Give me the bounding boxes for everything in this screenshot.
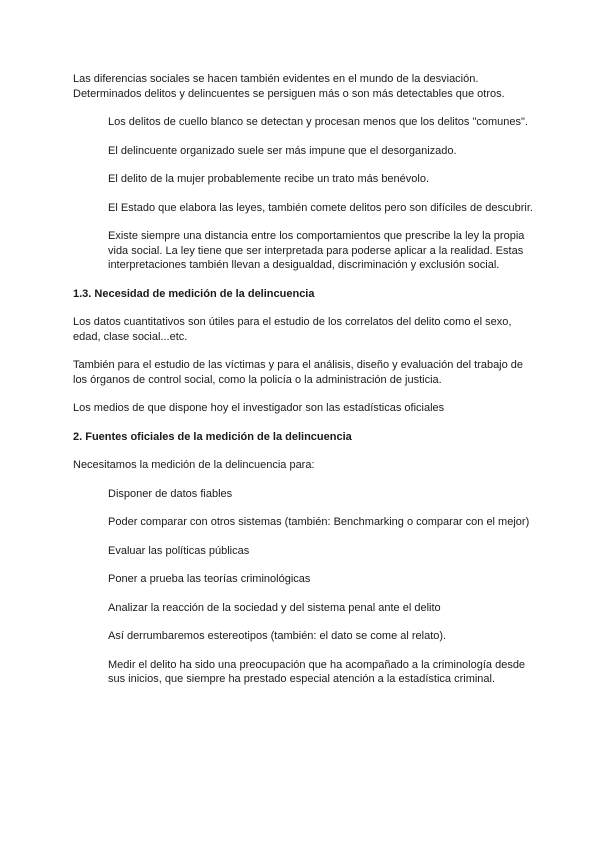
list-item: Disponer de datos fiables (108, 487, 233, 500)
example-item: El delito de la mujer probablemente recibe un trato más benévolo. (108, 173, 430, 185)
example-item: El Estado que elabora las leyes, también comete delitos pero son difíciles de descubrir. (108, 201, 533, 214)
section-heading-2: 2. Fuentes oficiales de la medición de la delincuencia (73, 430, 352, 443)
list-item: Analizar la reacción de la sociedad y del sistema penal ante el delito (108, 601, 441, 614)
section-2-intro: Necesitamos la medición de la delincuencia para: (73, 459, 315, 471)
section-1-3-paragraph: Los medios de que dispone hoy el investigador son las estadísticas oficiales (73, 402, 445, 414)
example-item: Existe siempre una distancia entre los comportamientos que prescribe la ley la propia vida social. La ley tiene que ser interpretada para poderse aplicar a la realidad. Estas interpretaciones también llevan a desigualdad, discriminación y exclusión social. (108, 230, 525, 271)
section-heading-1-3: 1.3. Necesidad de medición de la delincuencia (73, 287, 315, 300)
section-1-3-paragraph: Los datos cuantitativos son útiles para el estudio de los correlatos del delito como el sexo, edad, clase social...etc. (73, 316, 512, 343)
example-item: El delincuente organizado suele ser más impune que el desorganizado. (108, 144, 457, 157)
list-item: Poner a prueba las teorías criminológicas (108, 573, 311, 585)
list-item: Poder comparar con otros sistemas (también: Benchmarking o comparar con el mejor) (108, 516, 530, 528)
example-item: Los delitos de cuello blanco se detectan y procesan menos que los delitos "comunes". (108, 116, 528, 128)
document-page (73, 72, 533, 701)
list-item: Medir el delito ha sido una preocupación que ha acompañado a la criminología desde sus inicios, que siempre ha prestado especial atención a la estadística criminal. (108, 658, 526, 685)
intro-paragraph: Las diferencias sociales se hacen también evidentes en el mundo de la desviación. Determinados delitos y delincuentes se persiguen más o son más detectables que otros. (73, 73, 505, 100)
list-item: Así derrumbaremos estereotipos (también: el dato se come al relato). (108, 630, 447, 642)
section-1-3-paragraph: También para el estudio de las víctimas y para el análisis, diseño y evaluación del trabajo de los órganos de control social, como la policía o la administración de justicia. (73, 359, 524, 386)
list-item: Evaluar las políticas públicas (108, 544, 250, 557)
